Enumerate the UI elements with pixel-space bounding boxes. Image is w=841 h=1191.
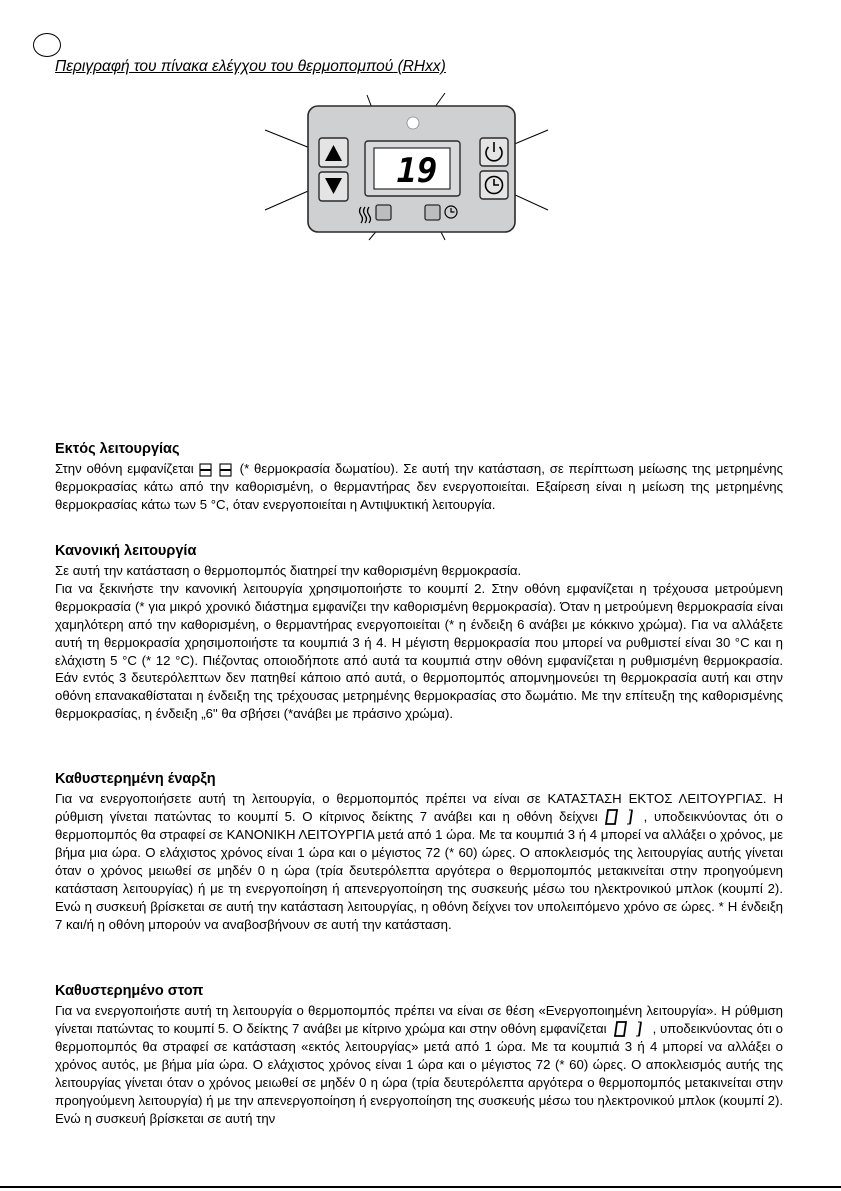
control-panel-svg xyxy=(255,90,555,250)
page-title-text: Περιγραφή του πίνακα ελέγχου του θερμοπομπού xyxy=(55,58,394,75)
section-off xyxy=(55,440,783,514)
section-off-text xyxy=(55,460,783,514)
section-delay-start-title: Καθυστερημένη έναρξη xyxy=(55,771,216,787)
section-delay-start-text xyxy=(55,790,783,934)
power-button[interactable] xyxy=(480,138,508,166)
language-badge xyxy=(33,33,61,57)
section-delay-start-text-start: Για να ενεργοποιήσετε αυτή τη λειτουργία, ο θερμοπομπός πρέπει να είναι σε ΚΑΤΑΣΤΑΣΗ ΕΚΤΟΣ ΛΕΙΤΟΥΡΓΙΑΣ. Η ρύθμιση γίνεται πατώντας το κουμπί 5. Ο κίτρινος δείκτης 7 ανάβει και η οθόνη δείχνει xyxy=(55,791,783,824)
section-delay-stop-text xyxy=(55,1002,783,1128)
section-delay-start xyxy=(55,770,783,934)
section-normal-title: Κανονική λειτουργία xyxy=(55,543,197,559)
section-delay-stop-text-start: Για να ενεργοποιήστε αυτή τη λειτουργία ο θερμοπομπός πρέπει να είναι σε θέση «Ενεργοποιημένη λειτουργία». Η ρύθμιση γίνεται πατώντας το κουμπί 5. Ο δείκτης 7 ανάβει με κίτρινο χρώμα και στην οθόνη εμφανίζεται xyxy=(55,1003,783,1036)
page-bottom-rule xyxy=(0,1186,841,1188)
zero-one-display-icon xyxy=(611,1020,649,1038)
section-delay-stop-text-end: , υποδεικνύοντας ότι ο θερμοπομπός θα στραφεί σε κατάσταση «εκτός λειτουργίας» μετά από 1 ώρα. Με τα κουμπιά 3 ή 4 μπορεί να αλλάξει ο χρόνος αυτός, με βήμα μία ώρα. Ο ελάχιστος χρόνος είναι 1 ώρα και ο μέγιστος 72 (* 60) ώρες. Ο αποκλεισμός αυτής της λειτουργίας γίνεται όταν ο χρόνος μειωθεί σε μηδέν 0 η ώρα (τρία δευτερόλεπτα αργότερα ο θερμοπομπός μετακινείται στην προηγούμενη λειτουργία) ή με την απενεργοποίηση ή ενεργοποίηση της συσκευής μέσω του ηλεκτρονικού μπλοκ (κουμπί 2). Ενώ η συσκευή βρίσκεται σε αυτή την xyxy=(55,1020,783,1127)
down-button[interactable] xyxy=(319,172,348,201)
section-off-text-end: (* θερμοκρασία δωματίου). Σε αυτή την κατάσταση, σε περίπτωση μείωσης της μετρημένης θερμοκρασίας κάτω από την καθορισμένη, ο θερμαντήρας δεν ενεργοποιείται. Εξαίρεση είναι η μείωση της μετρημένης θερμοκρασίας κάτω των 5 °C, όταν ενεργοποιείται η Αντιψυκτική λειτουργία. xyxy=(55,461,783,512)
timer-button[interactable] xyxy=(480,171,508,199)
section-normal xyxy=(55,542,783,723)
section-off-text-start: Στην οθόνη εμφανίζεται xyxy=(55,461,194,476)
control-panel-figure xyxy=(255,90,555,250)
section-off-title: Εκτός λειτουργίας xyxy=(55,441,180,457)
heat-indicator-window xyxy=(376,205,391,220)
section-normal-p1: Σε αυτή την κατάσταση ο θερμοπομπός διατηρεί την καθορισμένη θερμοκρασία. xyxy=(55,563,522,578)
zero-one-display-icon xyxy=(602,808,640,826)
section-delay-stop xyxy=(55,982,783,1128)
dash-dash-display-icon xyxy=(198,463,236,477)
model-code: (RHxx) xyxy=(397,58,446,75)
up-button[interactable] xyxy=(319,138,348,167)
section-delay-stop-title: Καθυστερημένο στοπ xyxy=(55,983,204,999)
led-indicator xyxy=(407,117,419,129)
timer-indicator-window xyxy=(425,205,440,220)
section-delay-start-text-end: , υποδεικνύοντας ότι ο θερμοπομπός θα στραφεί σε ΚΑΝΟΝΙΚΗ ΛΕΙΤΟΥΡΓΙΑ μετά από 1 ώρα. Με τα κουμπιά 3 ή 4 μπορεί να αλλάξει ο χρόνος, με βήμα μια ώρα. Ο ελάχιστος χρόνος είναι 1 ώρα και ο μέγιστος 72 (* 60) ώρες. Ο αποκλεισμός της λειτουργίας αυτής γίνεται όταν ο χρόνος μειωθεί σε μηδέν 0 η ώρα (τρία δευτερόλεπτα αργότερα ο θερμοπομπός μετακινείται στην προηγούμενη κατάσταση λειτουργίας) ή με τη ενεργοποίηση ή απενεργοποίηση της συσκευής μέσω του ηλεκτρονικού μπλοκ (κουμπί 2). Ενώ η συσκευή βρίσκεται σε αυτή την κατάσταση λειτουργίας, η οθόνη δείχνει τον υπολειπόμενο χρόνο σε ώρες. * Η ένδειξη 7 και/ή η οθόνη μπορούν να αναβοσβήνουν σε αυτή την κατάσταση. xyxy=(55,808,783,932)
section-normal-p2: Για να ξεκινήστε την κανονική λειτουργία χρησιμοποιήστε το κουμπί 2. Στην οθόνη εμφανίζεται η τρέχουσα μετρούμενη θερμοκρασία (* για μικρό χρονικό διάστημα εμφανίζει την καθορισμένη θερμοκρασία). Όταν η μετρούμενη θερμοκρασία είναι χαμηλότερη από την καθορισμένη, ο θερμαντήρας ενεργοποιείται (* η ένδειξη 6 ανάβει με κόκκινο χρώμα). Για να αλλάξετε αυτή τη θερμοκρασία χρησιμοποιήστε τα κουμπιά 3 ή 4. Η μέγιστη θερμοκρασία που μπορεί να ρυθμιστεί είναι 30 °C και η ελάχιστη 5 °C (* 12 °C). Πιέζοντας οποιοδήποτε από αυτά τα κουμπιά στην οθόνη εμφανίζεται η ρυθμισμένη θερμοκρασία. Εάν εντός 3 δευτερόλεπτων δεν πατηθεί κάποιο από αυτά, ο θερμοπομπός απομνημονεύει τη θερμοκρασία αυτή και στην οθόνη επανακαθίσταται η ένδειξη της τρέχουσας μετρημένης θερμοκρασίας στο δωμάτιο. Με την επίτευξη της καθορισμένης θερμοκρασίας, η ένδειξη „6" θα σβήσει (*ανάβει με πράσινο χρώμα). xyxy=(55,580,783,722)
display-digits: 19 xyxy=(396,151,438,191)
page-title xyxy=(55,58,446,76)
